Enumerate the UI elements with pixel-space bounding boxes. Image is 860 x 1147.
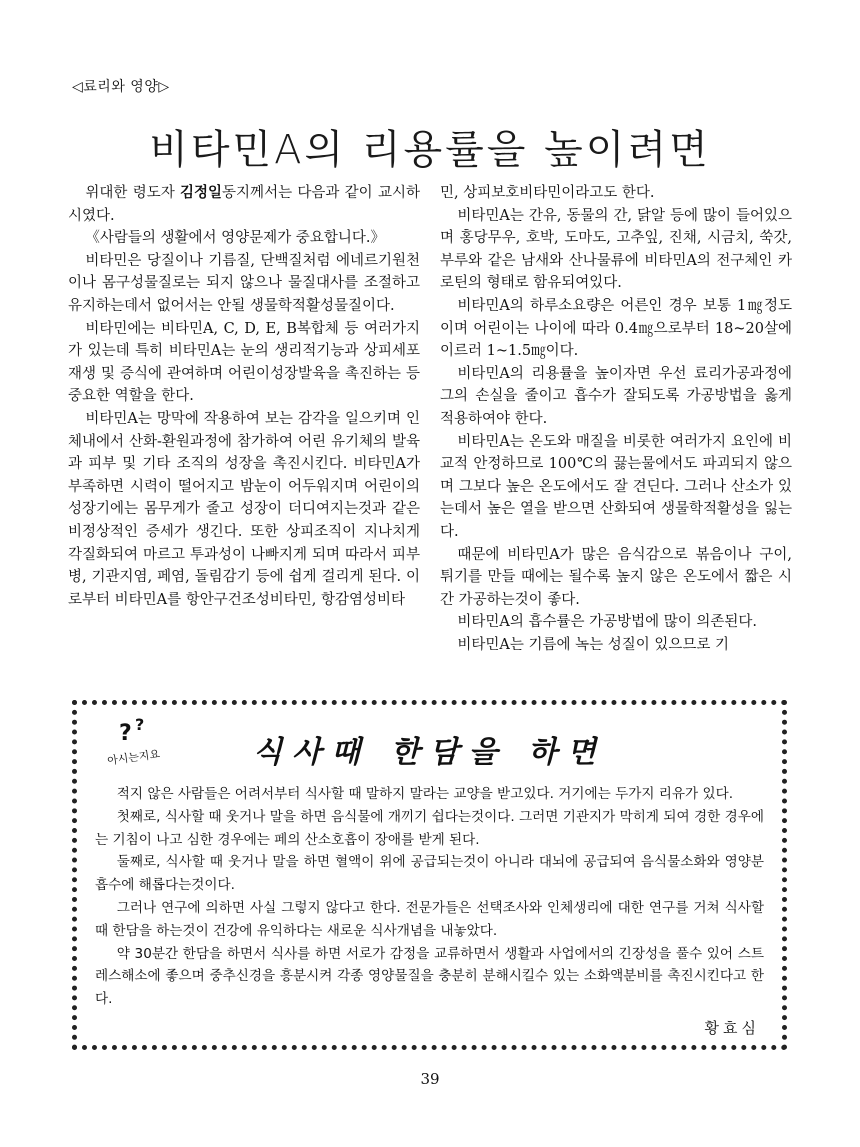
- quotation: 《사람들의 생활에서 영양문제가 중요합니다.》: [85, 230, 385, 247]
- paragraph: 약 30분간 한담을 하면서 식사를 하면 서로가 감정을 교류하면서 생활과 사업에서의 긴장성을 풀수 있어 스트레스해소에 좋으며 중추신경을 흥분시켜 각종 영양물질을 충분히 분해시킬수 있는 소화액분비를 촉진시킨다고 한다.: [95, 945, 764, 1008]
- paragraph: 둘째로, 식사할 때 웃거나 말을 하면 혈액이 위에 공급되는것이 아니라 대뇌에 공급되여 음식물소화와 영양분흡수에 해롭다는것이다.: [95, 854, 764, 894]
- page-number: 39: [420, 1070, 440, 1088]
- paragraph: 그러나 연구에 의하면 사실 그렇지 않다고 한다. 전문가들은 선택조사와 인체생리에 대한 연구를 거쳐 식사할 때 한담을 하는것이 건강에 유익하다는 새로운 식사개념을 내놓았다.: [95, 899, 764, 939]
- article-body: [68, 182, 792, 692]
- paragraph: 비타민A는 기름에 녹는 성질이 있으므로 기: [457, 636, 730, 653]
- question-mark-icon: ?: [119, 721, 132, 746]
- sidebar-box: [72, 700, 787, 1050]
- author-name: 황효심: [704, 1019, 760, 1037]
- left-column: [68, 182, 420, 692]
- article-title: 비타민A의 리용률을 높이려면: [149, 127, 711, 173]
- paragraph: 비타민A는 온도와 매질을 비롯한 여러가지 요인에 비교적 안정하므로 100℃의 끓는물에서도 파괴되지 않으며 그보다 높은 온도에서도 잘 견딘다. 그러나 산소가 있는데서 높은 열을 받으면 산화되여 생물학적활성을 잃는다.: [440, 433, 792, 540]
- box-body: [95, 783, 764, 1011]
- paragraph: 비타민은 당질이나 기름질, 단백질처럼 에네르기원천이나 몸구성물질로는 되지 않으나 물질대사를 조절하고 유지하는데서 없어서는 안될 생물학적활성물질이다.: [68, 252, 420, 314]
- paragraph: 민, 상피보호비타민이라고도 한다.: [440, 185, 655, 201]
- paragraph: 비타민A의 하루소요량은 어른인 경우 보통 1㎎정도이며 어린이는 나이에 따라 0.4㎎으로부터 18~20살에 이르러 1~1.5㎎이다.: [440, 297, 792, 360]
- badge-label: 아시는지요: [106, 747, 161, 768]
- paragraph: 첫째로, 식사할 때 웃거나 말을 하면 음식물에 개끼기 쉽다는것이다. 그러면 기관지가 막히게 되여 경한 경우에는 기침이 나고 심한 경우에는 페의 산소호흡이 장애를 받게 된다.: [95, 808, 764, 848]
- paragraph: 때문에 비타민A가 많은 음식감으로 볶음이나 구이, 튀기를 만들 때에는 될수록 높지 않은 온도에서 짧은 시간 가공하는것이 좋다.: [440, 546, 792, 608]
- paragraph: 적지 않은 사람들은 어려서부터 식사할 때 말하지 말라는 교양을 받고있다. 거기에는 두가지 리유가 있다.: [116, 786, 734, 802]
- paragraph: 비타민A의 리용률을 높이자면 우선 료리가공과정에 그의 손실을 줄이고 흡수가 잘되도록 가공방법을 옳게 적용하여야 한다.: [440, 365, 792, 427]
- paragraph: 비타민A는 망막에 작용하여 보는 감각을 일으키며 인체내에서 산화-환원과정에 참가하여 어린 유기체의 발육과 피부 및 기타 조직의 성장을 촉진시킨다. 비타민A가 부족하면 시력이 떨어지고 밤눈이 어두워지며 어린이의 성장기에는 몸무게가 줄고 성장이 더디여지는것과 같은 비정상적인 증세가 생긴다. 또한 상피조직이 지나치게 각질화되여 마르고 투과성이 나빠지게 되며 따라서 피부병, 기관지염, 페염, 돌림감기 등에 쉽게 걸리게 된다. 이로부터 비타민A를 항안구건조성비타민, 항감염성비타: [68, 410, 420, 608]
- paragraph: 비타민A는 간유, 동물의 간, 닭알 등에 많이 들어있으며 홍당무우, 호박, 도마도, 고추잎, 진채, 시금치, 쑥갓, 부루와 같은 남새와 산나물류에 비타민A의 전구체인 카로틴의 형태로 함유되여있다.: [440, 207, 792, 292]
- paragraph: 비타민에는 비타민A, C, D, E, B복합체 등 여러가지가 있는데 특히 비타민A는 눈의 생리적기능과 상피세포재생 및 증식에 관여하며 어린이성장발육을 촉진하는 등 중요한 역할을 한다.: [68, 320, 420, 405]
- leader-name: 김정일: [180, 184, 223, 201]
- paragraph: 비타민A의 흡수률은 가공방법에 많이 의존된다.: [457, 614, 758, 631]
- paragraph: 위대한 령도자 김정일동지께서는 다음과 같이 교시하시였다.: [68, 184, 420, 224]
- right-column: [440, 182, 792, 692]
- question-mark-icon: ?: [135, 715, 145, 734]
- section-tag: ◁료리와 영양▷: [72, 79, 170, 95]
- box-title: 식사때 한담을 하면: [253, 735, 606, 770]
